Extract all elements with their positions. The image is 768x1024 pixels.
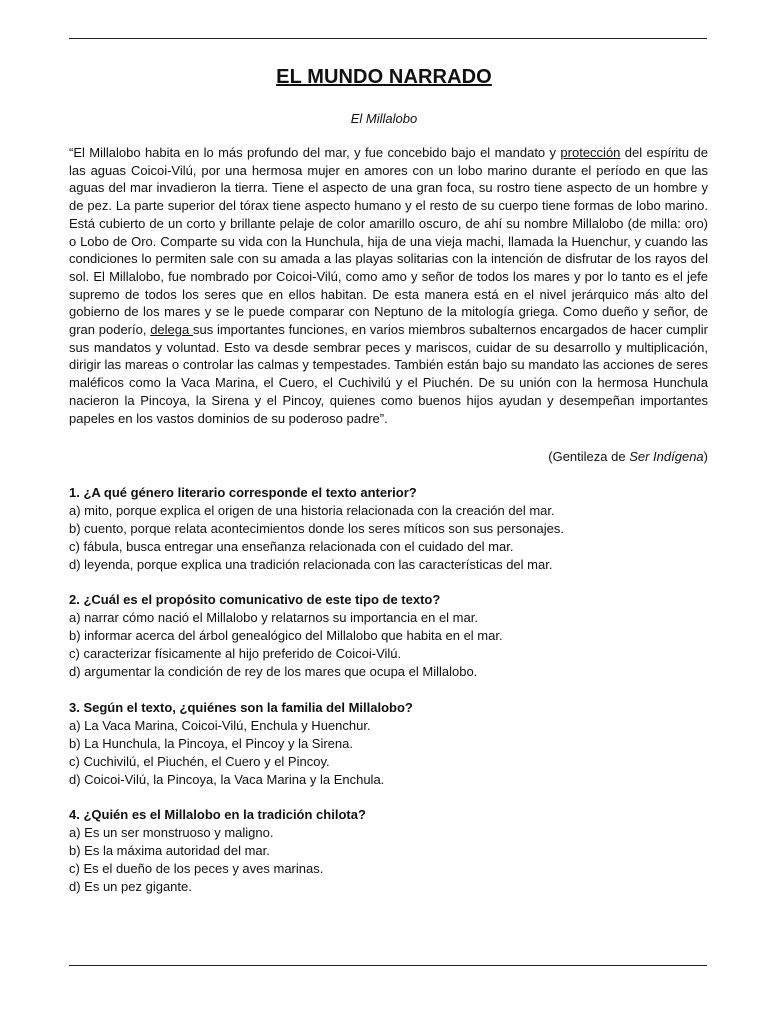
answer-option-a: a) La Vaca Marina, Coicoi-Vilú, Enchula y Huenchur. — [69, 717, 371, 733]
question-text: 2. ¿Cuál es el propósito comunicativo de este tipo de texto? — [69, 592, 441, 608]
answer-option-c: c) Es el dueño de los peces y aves marinas. — [69, 860, 324, 876]
answer-option-b: b) Es la máxima autoridad del mar. — [69, 842, 270, 858]
underlined-word-delega: delega — [150, 322, 193, 338]
passage-text: del espíritu de las aguas Coicoi-Vilú, por una hermosa mujer en amores con un lobo marino durante el período en que las aguas del mar invadieron la tierra. Tiene el aspecto de una gran foca, su rostro tiene aspecto de un hombre y de pez. La parte superior del tórax tiene aspecto humano y el resto de su cuerpo tiene formas de lobo marino. Está cubierto de un corto y brillante pelaje de color amarillo oscuro, de ahí su nombre Millalobo (de milla: oro) o Lobo de Oro. Comparte su vida con la Hunchula, hija de una vieja machi, llamada la Huenchur, y cuando las condiciones lo permiten sale con su amada a las playas solitarias con la intención de disfrutar de los rayos del sol. El Millalobo, fue nombrado por Coicoi-Vilú, como amo y señor de todos los mares y por lo tanto es el jefe supremo de todos los seres que en ellos habitan. De esta manera está en el nivel jerárquico más alto del gobierno de los mares y se le puede comparar con Neptuno de la mitología griega. Como dueño y señor, de gran poderío, — [69, 145, 708, 338]
answer-option-d: d) Coicoi-Vilú, la Pincoya, la Vaca Marina y la Enchula. — [69, 771, 385, 787]
answer-option-a: a) mito, porque explica el origen de una historia relacionada con la creación del mar. — [69, 503, 555, 518]
answer-option-b: b) La Hunchula, la Pincoya, el Pincoy y la Sirena. — [69, 735, 353, 751]
question-1 — [69, 484, 709, 574]
answer-option-a: a) Es un ser monstruoso y maligno. — [69, 824, 274, 840]
passage-text: “El Millalobo habita en lo más profundo del mar, y fue concebido bajo el mandato y — [69, 145, 561, 160]
credit-source: Ser Indígena — [629, 449, 704, 464]
answer-option-a: a) narrar cómo nació el Millalobo y relatarnos su importancia en el mar. — [69, 610, 478, 626]
answer-option-b: b) informar acerca del árbol genealógico del Millalobo que habita en el mar. — [69, 628, 503, 644]
question-2 — [69, 591, 709, 681]
question-list — [69, 484, 709, 913]
question-text: 3. Según el texto, ¿quiénes son la familia del Millalobo? — [69, 699, 413, 715]
answer-option-c: c) caracterizar físicamente al hijo preferido de Coicoi-Vilú. — [69, 646, 402, 662]
question-4 — [69, 806, 709, 896]
header-rule — [69, 38, 707, 39]
source-credit — [548, 449, 708, 464]
story-passage — [69, 144, 708, 427]
question-text: 1. ¿A qué género literario corresponde el texto anterior? — [69, 485, 417, 500]
question-text: 4. ¿Quién es el Millalobo en la tradición chilota? — [69, 806, 366, 822]
answer-option-d: d) argumentar la condición de rey de los mares que ocupa el Millalobo. — [69, 664, 478, 680]
answer-option-d: d) leyenda, porque explica una tradición relacionada con las características del mar. — [69, 557, 553, 572]
page-title: EL MUNDO NARRADO — [276, 66, 492, 88]
question-3 — [69, 699, 709, 789]
story-subtitle: El Millalobo — [350, 111, 418, 126]
answer-option-b: b) cuento, porque relata acontecimientos donde los seres míticos son sus personajes. — [69, 521, 564, 536]
credit-prefix: (Gentileza de — [548, 449, 630, 464]
credit-suffix: ) — [703, 449, 708, 464]
answer-option-c: c) fábula, busca entregar una enseñanza relacionada con el cuidado del mar. — [69, 539, 514, 554]
underlined-word-proteccion: protección — [560, 145, 621, 160]
passage-text: sus importantes funciones, en varios miembros subalternos encargados de hacer cumplir sus mandatos y voluntad. Esto va desde sembrar peces y mariscos, cuidar de su desarrollo y multiplicación, dirigir las mareas o controlar las calmas y tempestades. También están bajo su mandato las acciones de seres maléficos como la Vaca Marina, el Cuero, el Cuchivilú y el Piuchén. De su unión con la hermosa Hunchula nacieron la Pincoya, la Sirena y el Pincoy, quienes como buenos hijos ayudan y desempeñan importantes papeles en los vastos dominios de su poderoso padre”. — [69, 322, 708, 426]
footer-rule — [69, 965, 707, 966]
answer-option-d: d) Es un pez gigante. — [69, 878, 192, 894]
answer-option-c: c) Cuchivilú, el Piuchén, el Cuero y el Pincoy. — [69, 753, 330, 769]
